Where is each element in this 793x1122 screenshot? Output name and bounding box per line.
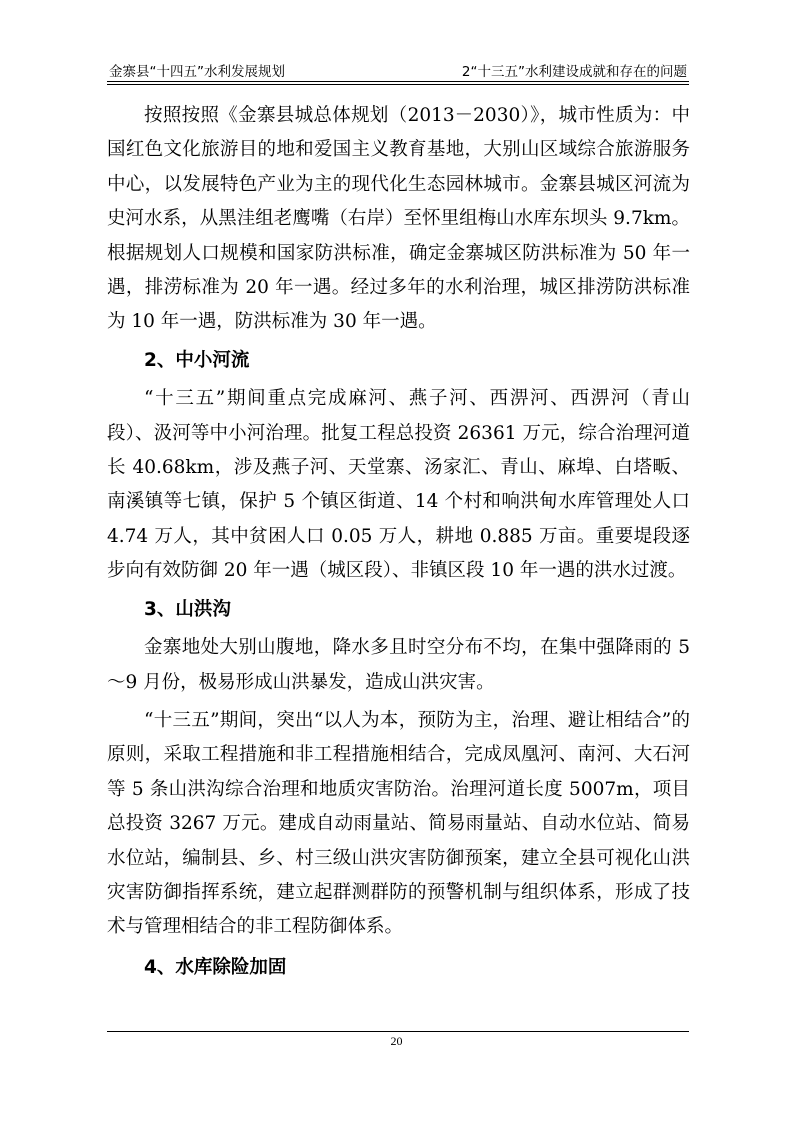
header-chapter-title: 2“十三五”水利建设成就和存在的问题	[461, 64, 687, 80]
heading-small-rivers: 2、中小河流	[144, 349, 250, 371]
running-header	[107, 60, 689, 82]
paragraph-city-planning: 按照按照《金寨县城总体规划（2013－2030）》，城市性质为：中国红色文化旅游目的地和爱国主义教育基地，大别山区域综合旅游服务中心，以发展特色产业为主的现代化生态园林城市。金寨县城区河流为史河水系，从黑洼组老鹰嘴（右岸）至怀里组梅山水库东坝头 9.7km。根据规划人口规模和国家防洪标准，确定金寨城区防洪标准为 50 年一遇，排涝标准为 20 年一遇。经过多年的水利治理，城区排涝防洪标准为 10 年一遇，防洪标准为 30 年一遇。	[107, 105, 690, 333]
header-rule-thick	[107, 81, 689, 82]
paragraph-torrent-context: 金寨地处大别山腹地，降水多且时空分布不均，在集中强降雨的 5～9 月份，极易形成山洪暴发，造成山洪灾害。	[107, 637, 690, 693]
header-document-title: 金寨县“十四五”水利发展规划	[109, 64, 285, 80]
header-rule-thin	[107, 84, 689, 85]
paragraph-torrent-measures: “十三五”期间，突出“以人为本，预防为主，治理、避让相结合”的原则，采取工程措施和非工程措施相结合，完成凤凰河、南河、大石河等 5 条山洪沟综合治理和地质灾害防治。治理河道长度 5007m，项目总投资 3267 万元。建成自动雨量站、简易雨量站、自动水位站、简易水位站，编制县、乡、村三级山洪灾害防御预案，建立全县可视化山洪灾害防御指挥系统，建立起群测群防的预警机制与组织体系，形成了技术与管理相结合的非工程防御体系。	[107, 709, 690, 938]
footer-rule	[107, 1031, 689, 1032]
page-body	[107, 99, 690, 985]
heading-mountain-torrents: 3、山洪沟	[144, 598, 231, 620]
page-number: 20	[390, 1034, 403, 1048]
paragraph-small-rivers: “十三五”期间重点完成麻河、燕子河、西淠河、西淠河（青山段）、汲河等中小河治理。批复工程总投资 26361 万元，综合治理河道长 40.68km，涉及燕子河、天堂寨、汤家汇、青山、麻埠、白塔畈、南溪镇等七镇，保护 5 个镇区街道、14 个村和响洪甸水库管理处人口 4.74 万人，其中贫困人口 0.05 万人，耕地 0.885 万亩。重要堤段逐步向有效防御 20 年一遇（城区段）、非镇区段 10 年一遇的洪水过渡。	[107, 388, 690, 582]
heading-reservoir-reinforcement: 4、水库除险加固	[144, 956, 287, 978]
